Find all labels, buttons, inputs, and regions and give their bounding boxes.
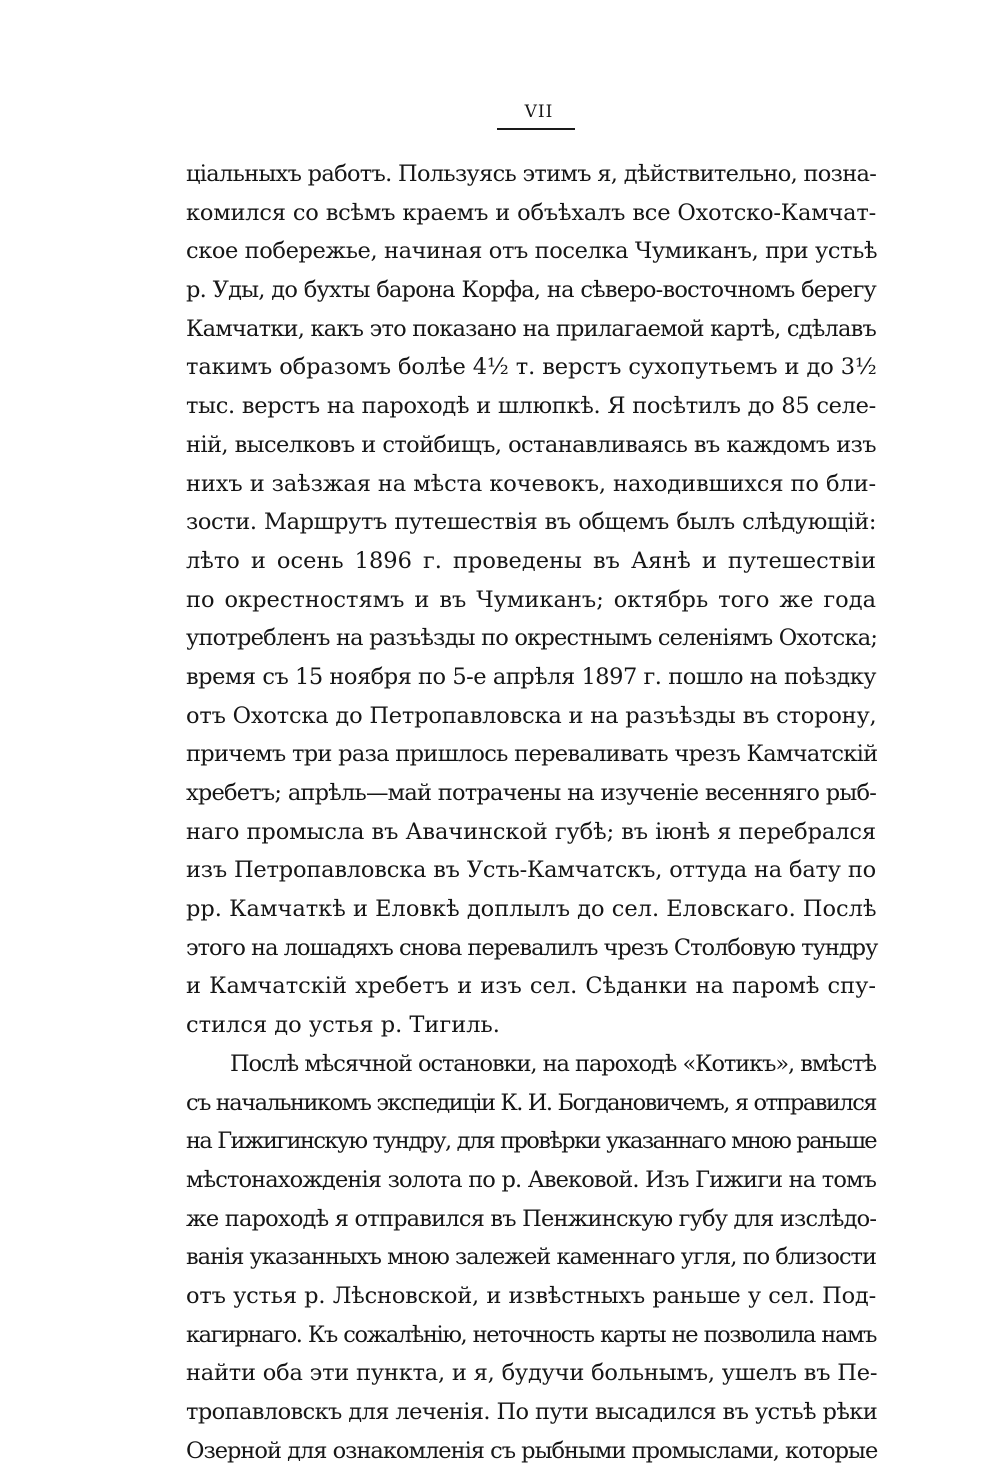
text-line: ній, выселковъ и стойбищъ, останавливаясь въ каждомъ изъ [186, 431, 876, 458]
text-line: ское побережье, начиная отъ поселка Чумиканъ, при устьѣ [186, 238, 878, 265]
text-line: отъ устья р. Лѣсновской, и извѣстныхъ раньше у сел. Под- [186, 1282, 876, 1309]
text-line: стился до устья р. Тигиль. [186, 1012, 500, 1039]
text-line: же пароходѣ я отправился въ Пенжинскую губу для изслѣдо- [186, 1205, 877, 1232]
paragraph [186, 155, 876, 1045]
text-line: время съ 15 ноября по 5-е апрѣля 1897 г. пошло на поѣздку [186, 663, 876, 690]
text-line: р. Уды, до бухты барона Корфа, на сѣверо-восточномъ берегу [186, 277, 876, 304]
text-line: мѣстонахожденія золота по р. Авековой. Изъ Гижиги на томъ [186, 1166, 876, 1193]
text-line: нихъ и заѣзжая на мѣста кочевокъ, находившихся по бли- [186, 470, 876, 497]
text-line: хребетъ; апрѣль—май потрачены на изученіе весенняго рыб- [186, 780, 876, 806]
text-line: лѣто и осень 1896 г. проведены въ Аянѣ и путешествіи [186, 547, 876, 574]
text-line: зости. Маршрутъ путешествія въ общемъ былъ слѣдующій: [186, 509, 876, 536]
paragraph [186, 1045, 876, 1470]
text-line: ванія указанныхъ мною залежей каменнаго угля, по близости [186, 1244, 876, 1271]
text-line: Послѣ мѣсячной остановки, на пароходѣ «Котикъ», вмѣстѣ [230, 1050, 876, 1077]
text-line: Камчатки, какъ это показано на прилагаемой картѣ, сдѣлавъ [186, 315, 876, 342]
text-line: причемъ три раза пришлось переваливать чрезъ Камчатскій [186, 741, 878, 768]
text-line: найти оба эти пункта, и я, будучи больнымъ, ушелъ въ Пе- [186, 1360, 878, 1387]
text-line: отъ Охотска до Петропавловска и на разъѣзды въ сторону, [186, 702, 877, 729]
body-text [186, 155, 876, 1470]
text-line: наго промысла въ Авачинской губѣ; въ іюнѣ я перебрался [186, 818, 876, 845]
text-line: и Камчатскій хребетъ и изъ сел. Сѣданки на паромѣ спу- [186, 973, 876, 1000]
text-line: Озерной для ознакомленія съ рыбными промыслами, которые [186, 1437, 878, 1464]
text-line: рр. Камчаткѣ и Еловкѣ доплылъ до сел. Еловскаго. Послѣ [186, 896, 877, 923]
text-line: этого на лошадяхъ снова перевалилъ чрезъ Столбовую тундру [186, 934, 878, 961]
text-line: кагирнаго. Къ сожалѣнію, неточность карты не позволила намъ [186, 1321, 876, 1348]
text-line: употребленъ на разъѣзды по окрестнымъ селеніямъ Охотска; [186, 625, 878, 652]
text-line: такимъ образомъ болѣе 4½ т. верстъ сухопутьемъ и до 3½ [186, 354, 877, 381]
page-number: VII [524, 102, 554, 122]
text-line: тропавловскъ для леченія. По пути высадился въ устьѣ рѣки [186, 1399, 878, 1425]
text-line: тыс. верстъ на пароходѣ и шлюпкѣ. Я посѣтилъ до 85 селе- [186, 393, 876, 420]
text-line: комился со всѣмъ краемъ и объѣхалъ все Охотско-Камчат- [186, 199, 876, 226]
text-line: изъ Петропавловска въ Усть-Камчатскъ, оттуда на бату по [186, 857, 876, 884]
text-line: по окрестностямъ и въ Чумиканъ; октябрь того же года [186, 586, 876, 613]
text-line: на Гижигинскую тундру, для провѣрки указаннаго мною раньше [186, 1128, 876, 1155]
page-number-rule [497, 128, 575, 130]
text-line: съ начальникомъ экспедиціи К. И. Богдановичемъ, я отправился [186, 1089, 876, 1116]
text-line: ціальныхъ работъ. Пользуясь этимъ я, дѣйствительно, позна- [186, 161, 877, 187]
